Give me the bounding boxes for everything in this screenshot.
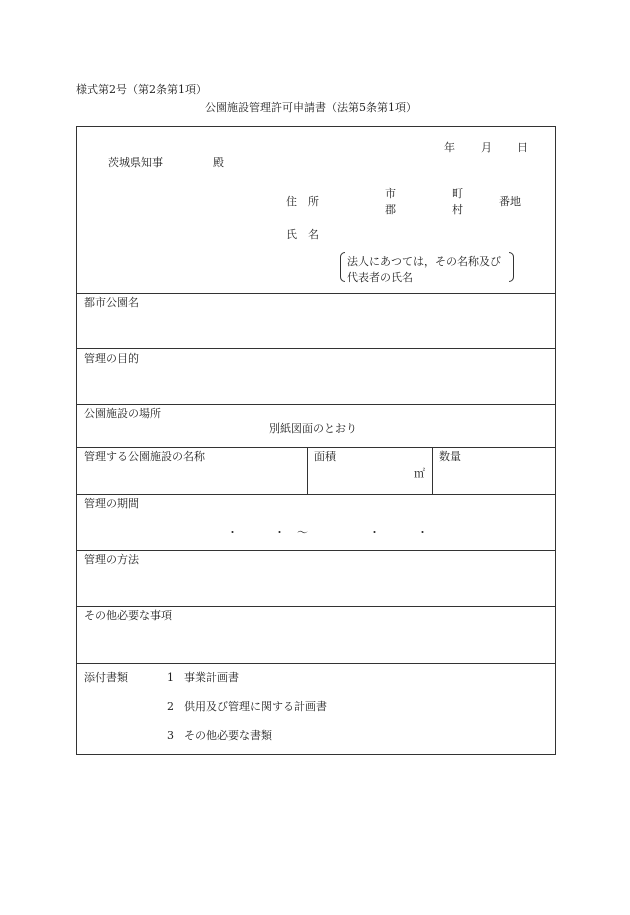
- bracket-left: [340, 252, 345, 282]
- attachment-text: 事業計画書: [184, 671, 239, 684]
- area-unit: ㎡: [414, 467, 425, 480]
- attachment-text: 供用及び管理に関する計画書: [184, 700, 327, 713]
- city-shi: 市: [385, 187, 396, 200]
- form-title: 公園施設管理許可申請書（法第5条第1項）: [205, 101, 417, 114]
- corporate-note-line1: 法人にあつては，その名称及び: [347, 255, 501, 268]
- addressee: 茨城県知事: [108, 156, 163, 169]
- area-label: 面積: [314, 450, 336, 463]
- divider: [77, 606, 555, 607]
- name-label: 氏 名: [286, 228, 319, 241]
- divider: [307, 447, 308, 494]
- date-year-label: 年: [444, 141, 455, 154]
- address-label: 住 所: [286, 195, 319, 208]
- divider: [432, 447, 433, 494]
- attachment-number: 3: [167, 729, 174, 742]
- bracket-right: [509, 252, 514, 282]
- purpose-label: 管理の目的: [84, 352, 139, 365]
- divider: [77, 348, 555, 349]
- form-number: 様式第2号（第2条第1項）: [76, 83, 207, 96]
- divider: [77, 494, 555, 495]
- corporate-note-line2: 代表者の氏名: [347, 271, 413, 284]
- divider: [77, 663, 555, 664]
- location-label: 公園施設の場所: [84, 407, 161, 420]
- city-gun: 郡: [385, 203, 396, 216]
- method-label: 管理の方法: [84, 553, 139, 566]
- park-name-label: 都市公園名: [84, 296, 139, 309]
- town-mura: 村: [452, 203, 463, 216]
- other-matters-label: その他必要な事項: [84, 609, 172, 622]
- attachments-label: 添付書類: [84, 671, 128, 684]
- quantity-label: 数量: [439, 450, 461, 463]
- period-label: 管理の期間: [84, 497, 139, 510]
- period-tilde: ～: [297, 526, 308, 539]
- banchi: 番地: [499, 195, 521, 208]
- period-dot: ・: [369, 526, 380, 539]
- period-dot: ・: [274, 526, 285, 539]
- attachment-number: 1: [167, 671, 174, 684]
- divider: [77, 550, 555, 551]
- application-form: [76, 126, 556, 755]
- date-day-label: 日: [517, 141, 528, 154]
- period-dot: ・: [417, 526, 428, 539]
- divider: [77, 447, 555, 448]
- location-value: 別紙図面のとおり: [269, 422, 357, 435]
- divider: [77, 404, 555, 405]
- period-dot: ・: [227, 526, 238, 539]
- attachment-text: その他必要な書類: [184, 729, 272, 742]
- attachment-number: 2: [167, 700, 174, 713]
- honorific: 殿: [213, 156, 224, 169]
- date-month-label: 月: [481, 141, 492, 154]
- facility-name-label: 管理する公園施設の名称: [84, 450, 205, 463]
- divider: [77, 293, 555, 294]
- town-machi: 町: [452, 187, 463, 200]
